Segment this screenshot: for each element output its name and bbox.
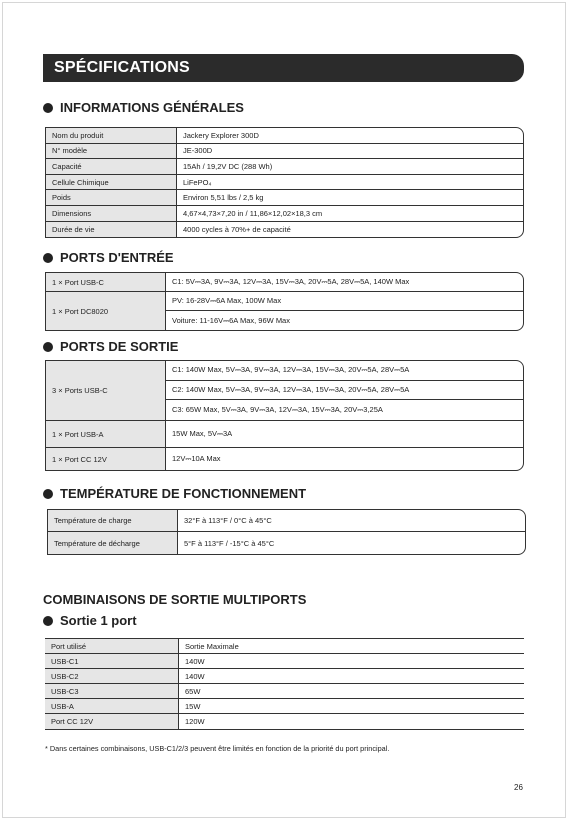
- table-row: [48, 510, 525, 532]
- table-row: [45, 669, 524, 684]
- row-label: USB-C2: [45, 669, 179, 683]
- temperature-table: [47, 509, 526, 555]
- table-row: [46, 159, 523, 175]
- section-input-title: PORTS D'ENTRÉE: [60, 250, 174, 265]
- row-label: 1 × Port CC 12V: [46, 448, 166, 470]
- row-label: USB-C3: [45, 684, 179, 698]
- row-value: 140W: [185, 671, 205, 681]
- table-row: [46, 190, 523, 206]
- row-value: Voiture: 11-16V⎓6A Max, 96W Max: [172, 315, 290, 325]
- page-title-banner: SPÉCIFICATIONS: [43, 54, 524, 82]
- section-temperature-title: TEMPÉRATURE DE FONCTIONNEMENT: [60, 486, 307, 501]
- table-row: [45, 714, 524, 729]
- bullet-icon: [43, 616, 53, 626]
- table-row: [46, 128, 523, 144]
- row-value: 15W Max, 5V⎓3A: [172, 429, 233, 438]
- row-label: Port CC 12V: [45, 714, 179, 729]
- row-label: Dimensions: [46, 206, 177, 221]
- section-general-heading: [43, 100, 244, 115]
- column-header: Sortie Maximale: [185, 641, 239, 651]
- row-value: C1: 140W Max, 5V⎓3A, 9V⎓3A, 12V⎓3A, 15V⎓3A, 20V⎓5A, 28V⎓5A: [166, 361, 523, 381]
- bullet-icon: [43, 489, 53, 499]
- section-input-heading: [43, 250, 174, 265]
- row-label: Poids: [46, 190, 177, 205]
- row-value: PV: 16-28V⎓6A Max, 100W Max: [166, 292, 523, 311]
- row-label: USB-C1: [45, 654, 179, 668]
- page-number: 26: [514, 783, 523, 792]
- table-row: [46, 292, 523, 330]
- section-output-heading: [43, 339, 178, 354]
- row-value: Jackery Explorer 300D: [183, 130, 259, 140]
- table-row: [46, 175, 523, 191]
- table-row: [46, 421, 523, 448]
- row-value: 12V⎓10A Max: [172, 454, 221, 463]
- row-value: 5°F à 113°F / -15°C à 45°C: [184, 538, 275, 548]
- row-label: Capacité: [46, 159, 177, 174]
- table-row: [46, 144, 523, 160]
- row-label: Durée de vie: [46, 222, 177, 238]
- combinations-title: COMBINAISONS DE SORTIE MULTIPORTS: [43, 592, 307, 607]
- row-value: 15Ah / 19,2V DC (288 Wh): [183, 161, 273, 171]
- row-value: Environ 5,51 lbs / 2,5 kg: [183, 193, 264, 203]
- input-ports-table: [45, 272, 524, 331]
- section-general-title: INFORMATIONS GÉNÉRALES: [60, 100, 244, 115]
- row-label: N° modèle: [46, 144, 177, 159]
- row-label: USB-A: [45, 699, 179, 713]
- row-label: 1 × Port USB-A: [46, 421, 166, 447]
- row-value: 65W: [185, 686, 201, 696]
- row-value: C2: 140W Max, 5V⎓3A, 9V⎓3A, 12V⎓3A, 15V⎓3A, 20V⎓5A, 28V⎓5A: [166, 381, 523, 401]
- row-value: 4,67×4,73×7,20 in / 11,86×12,02×18,3 cm: [183, 208, 323, 218]
- column-header: Port utilisé: [45, 639, 179, 653]
- row-value: 120W: [185, 717, 205, 726]
- combinations-subtitle-heading: [43, 613, 137, 628]
- bullet-icon: [43, 342, 53, 352]
- table-row: [48, 532, 525, 554]
- row-value: C1: 5V⎓3A, 9V⎓3A, 12V⎓3A, 15V⎓3A, 20V⎓5A, 28V⎓5A, 140W Max: [172, 277, 410, 286]
- table-row: [46, 448, 523, 470]
- row-value: 4000 cycles à 70%+ de capacité: [183, 224, 291, 234]
- bullet-icon: [43, 253, 53, 263]
- row-label: Température de décharge: [48, 532, 178, 554]
- row-label: 1 × Port DC8020: [46, 292, 166, 330]
- row-label: Nom du produit: [46, 128, 177, 143]
- footnote: * Dans certaines combinaisons, USB-C1/2/3 peuvent être limités en fonction de la priorité du port principal.: [45, 744, 390, 753]
- row-label: 1 × Port USB-C: [46, 273, 166, 291]
- single-port-table: [45, 638, 524, 730]
- table-header-row: [45, 639, 524, 654]
- bullet-icon: [43, 103, 53, 113]
- row-label: Température de charge: [48, 510, 178, 531]
- row-value: 140W: [185, 656, 205, 666]
- row-value: 15W: [185, 701, 201, 711]
- row-label: Cellule Chimique: [46, 175, 177, 190]
- general-info-table: [45, 127, 524, 238]
- table-row: [45, 654, 524, 669]
- table-row: [45, 699, 524, 714]
- row-value: C3: 65W Max, 5V⎓3A, 9V⎓3A, 12V⎓3A, 15V⎓3A, 20V⎓3,25A: [172, 405, 383, 415]
- table-row: [45, 684, 524, 699]
- row-value: 32°F à 113°F / 0°C à 45°C: [184, 516, 272, 525]
- combinations-subtitle: Sortie 1 port: [60, 613, 137, 628]
- table-row: [46, 361, 523, 421]
- table-row: [46, 273, 523, 292]
- section-output-title: PORTS DE SORTIE: [60, 339, 179, 354]
- row-value: JE-300D: [183, 146, 213, 156]
- section-temperature-heading: [43, 486, 306, 501]
- row-label: 3 × Ports USB-C: [46, 361, 166, 420]
- output-ports-table: [45, 360, 524, 471]
- table-row: [46, 206, 523, 222]
- table-row: [46, 222, 523, 238]
- row-value: LiFePO₄: [183, 177, 212, 187]
